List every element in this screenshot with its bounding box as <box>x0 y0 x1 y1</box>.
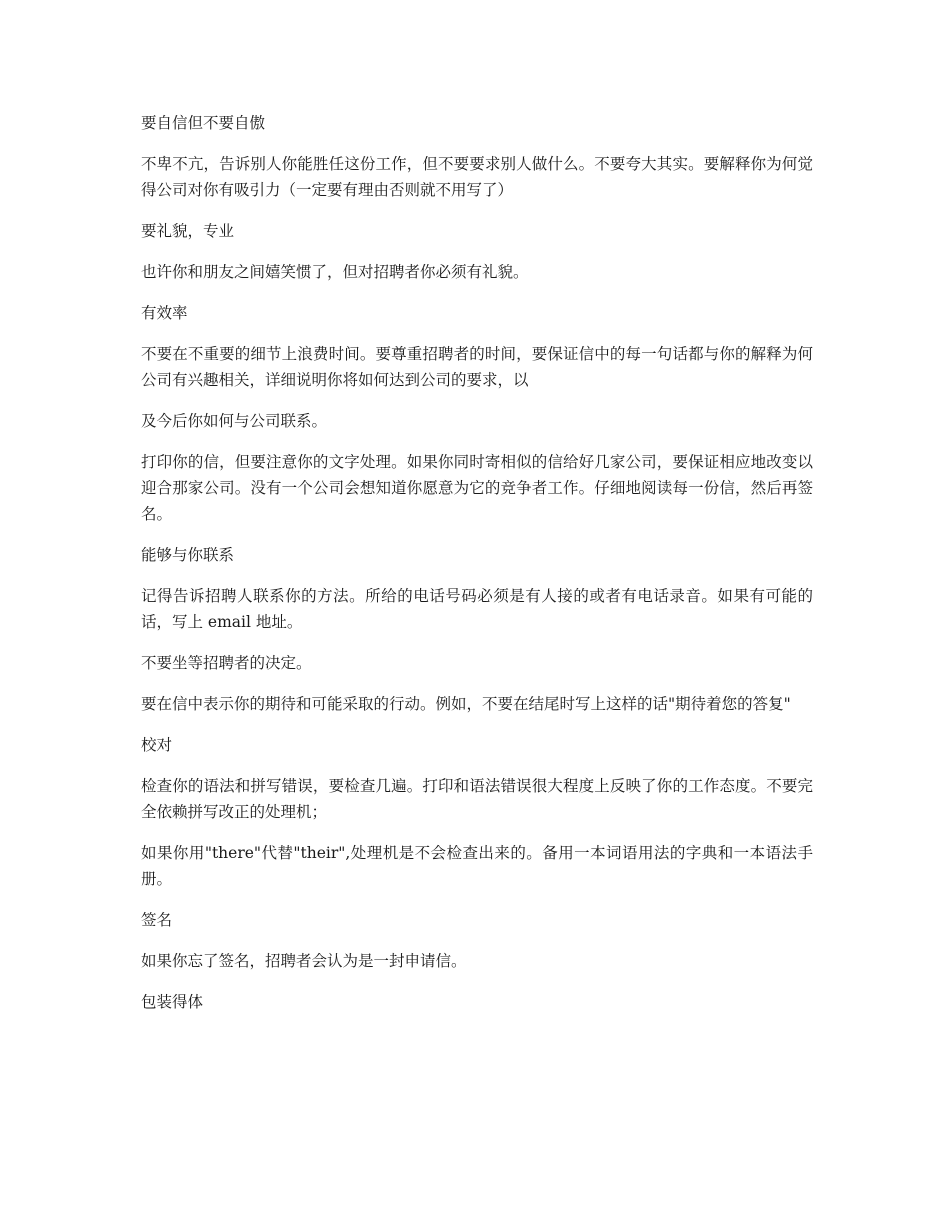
paragraph-efficiency-continued: 及今后你如何与公司联系。 <box>141 412 328 430</box>
paragraph-printing: 打印你的信，但要注意你的文字处理。如果你同时寄相似的信给好几家公司，要保证相应地改变以迎合那家公司。没有一个公司会想知道你愿意为它的竞争者工作。仔细地阅读每一份信，然后再签名。 <box>141 453 813 523</box>
document-page <box>141 110 813 1030</box>
paragraph-dont-wait: 要在信中表示你的期待和可能采取的行动。例如，不要在结尾时写上这样的话"期待着您的答复" <box>141 695 791 713</box>
paragraph-contact: 记得告诉招聘人联系你的方法。所给的电话号码必须是有人接的或者有电话录音。如果有可能的话，写上 email 地址。 <box>141 587 813 631</box>
paragraph-proofread-continued: 如果你用"there"代替"their",处理机是不会检查出来的。备用一本词语用法的字典和一本语法手册。 <box>141 844 813 888</box>
heading-packaging: 包装得体 <box>141 993 204 1011</box>
paragraph-confidence: 不卑不亢，告诉别人你能胜任这份工作，但不要要求别人做什么。不要夸大其实。要解释你为何觉得公司对你有吸引力（一定要有理由否则就不用写了） <box>141 155 813 199</box>
heading-proofread: 校对 <box>141 736 173 754</box>
heading-contact: 能够与你联系 <box>141 546 235 564</box>
heading-dont-wait: 不要坐等招聘者的决定。 <box>141 654 312 672</box>
heading-politeness: 要礼貌，专业 <box>141 222 235 240</box>
paragraph-efficiency: 不要在不重要的细节上浪费时间。要尊重招聘者的时间，要保证信中的每一句话都与你的解释为何公司有兴趣相关，详细说明你将如何达到公司的要求，以 <box>141 345 813 389</box>
paragraph-signature: 如果你忘了签名，招聘者会认为是一封申请信。 <box>141 952 467 970</box>
heading-signature: 签名 <box>141 911 173 929</box>
paragraph-proofread: 检查你的语法和拼写错误，要检查几遍。打印和语法错误很大程度上反映了你的工作态度。不要完全依赖拼写改正的处理机； <box>141 777 813 821</box>
heading-efficiency: 有效率 <box>141 304 188 322</box>
paragraph-politeness: 也许你和朋友之间嬉笑惯了，但对招聘者你必须有礼貌。 <box>141 263 529 281</box>
heading-confidence: 要自信但不要自傲 <box>141 114 266 132</box>
